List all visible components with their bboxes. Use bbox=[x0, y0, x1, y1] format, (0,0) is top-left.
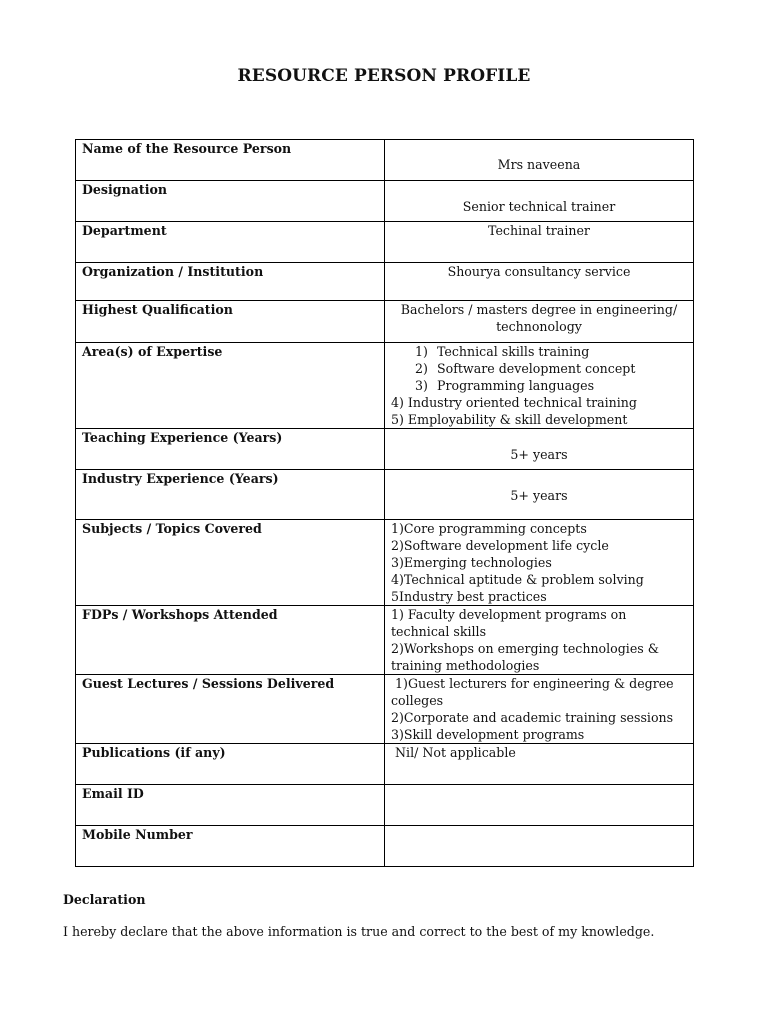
qualification-line-2: technonology bbox=[496, 319, 582, 334]
expertise-label: Area(s) of Expertise bbox=[76, 343, 385, 429]
qualification-line-1: Bachelors / masters degree in engineering/ bbox=[400, 302, 678, 317]
industry-label: Industry Experience (Years) bbox=[76, 470, 385, 520]
department-label: Department bbox=[76, 222, 385, 263]
table-row bbox=[76, 181, 694, 222]
list-item: 4) Industry oriented technical training bbox=[391, 395, 637, 410]
table-row bbox=[76, 520, 694, 606]
name-value-text: Mrs naveena bbox=[497, 157, 581, 172]
publications-value: Nil/ Not applicable bbox=[385, 744, 694, 785]
profile-table bbox=[75, 139, 694, 867]
list-item bbox=[391, 343, 687, 360]
industry-value-text: 5+ years bbox=[510, 488, 568, 503]
mobile-value bbox=[385, 826, 694, 867]
list-text: Software development concept bbox=[437, 361, 636, 376]
list-item: 5Industry best practices bbox=[391, 589, 547, 604]
list-item: 1)Guest lecturers for engineering & degree colleges bbox=[391, 676, 678, 708]
table-row bbox=[76, 301, 694, 343]
email-label: Email ID bbox=[76, 785, 385, 826]
name-label: Name of the Resource Person bbox=[76, 140, 385, 181]
guest-value bbox=[385, 675, 694, 744]
list-item: 4)Technical aptitude & problem solving bbox=[391, 572, 644, 587]
table-row bbox=[76, 826, 694, 867]
email-value bbox=[385, 785, 694, 826]
name-value bbox=[385, 140, 694, 181]
guest-label: Guest Lectures / Sessions Delivered bbox=[76, 675, 385, 744]
designation-value-text: Senior technical trainer bbox=[462, 199, 616, 214]
table-row bbox=[76, 343, 694, 429]
list-text: Technical skills training bbox=[437, 344, 590, 359]
industry-value bbox=[385, 470, 694, 520]
list-item: 2)Software development life cycle bbox=[391, 538, 609, 553]
table-row bbox=[76, 263, 694, 301]
subjects-value bbox=[385, 520, 694, 606]
fdps-value bbox=[385, 606, 694, 675]
mobile-label: Mobile Number bbox=[76, 826, 385, 867]
teaching-value bbox=[385, 429, 694, 470]
list-text: Programming languages bbox=[437, 378, 595, 393]
organization-value: Shourya consultancy service bbox=[385, 263, 694, 301]
table-row bbox=[76, 744, 694, 785]
list-item: 1) Faculty development programs on technical skills bbox=[391, 607, 627, 639]
page-title: RESOURCE PERSON PROFILE bbox=[237, 66, 531, 86]
table-row bbox=[76, 606, 694, 675]
list-item bbox=[391, 377, 687, 394]
list-item: 2)Corporate and academic training sessions bbox=[391, 710, 674, 725]
list-item: 3)Emerging technologies bbox=[391, 555, 552, 570]
teaching-label: Teaching Experience (Years) bbox=[76, 429, 385, 470]
department-value: Techinal trainer bbox=[385, 222, 694, 263]
publications-label: Publications (if any) bbox=[76, 744, 385, 785]
table-row bbox=[76, 785, 694, 826]
list-item: 1)Core programming concepts bbox=[391, 521, 587, 536]
organization-label: Organization / Institution bbox=[76, 263, 385, 301]
list-item: 2)Workshops on emerging technologies & training methodologies bbox=[391, 641, 659, 673]
fdps-label: FDPs / Workshops Attended bbox=[76, 606, 385, 675]
designation-label: Designation bbox=[76, 181, 385, 222]
subjects-label: Subjects / Topics Covered bbox=[76, 520, 385, 606]
list-number: 1) bbox=[415, 344, 428, 359]
expertise-value bbox=[385, 343, 694, 429]
table-row bbox=[76, 470, 694, 520]
designation-value bbox=[385, 181, 694, 222]
table-row bbox=[76, 675, 694, 744]
declaration-heading: Declaration bbox=[63, 892, 146, 907]
qualification-label: Highest Qualification bbox=[76, 301, 385, 343]
table-row bbox=[76, 140, 694, 181]
table-row bbox=[76, 429, 694, 470]
table-row bbox=[76, 222, 694, 263]
list-item: 5) Employability & skill development bbox=[391, 412, 628, 427]
list-item bbox=[391, 360, 687, 377]
declaration-text: I hereby declare that the above information is true and correct to the best of my knowledge. bbox=[63, 924, 655, 939]
list-number: 2) bbox=[415, 361, 428, 376]
list-number: 3) bbox=[415, 378, 428, 393]
teaching-value-text: 5+ years bbox=[510, 447, 568, 462]
qualification-value bbox=[385, 301, 694, 343]
list-item: 3)Skill development programs bbox=[391, 727, 585, 742]
